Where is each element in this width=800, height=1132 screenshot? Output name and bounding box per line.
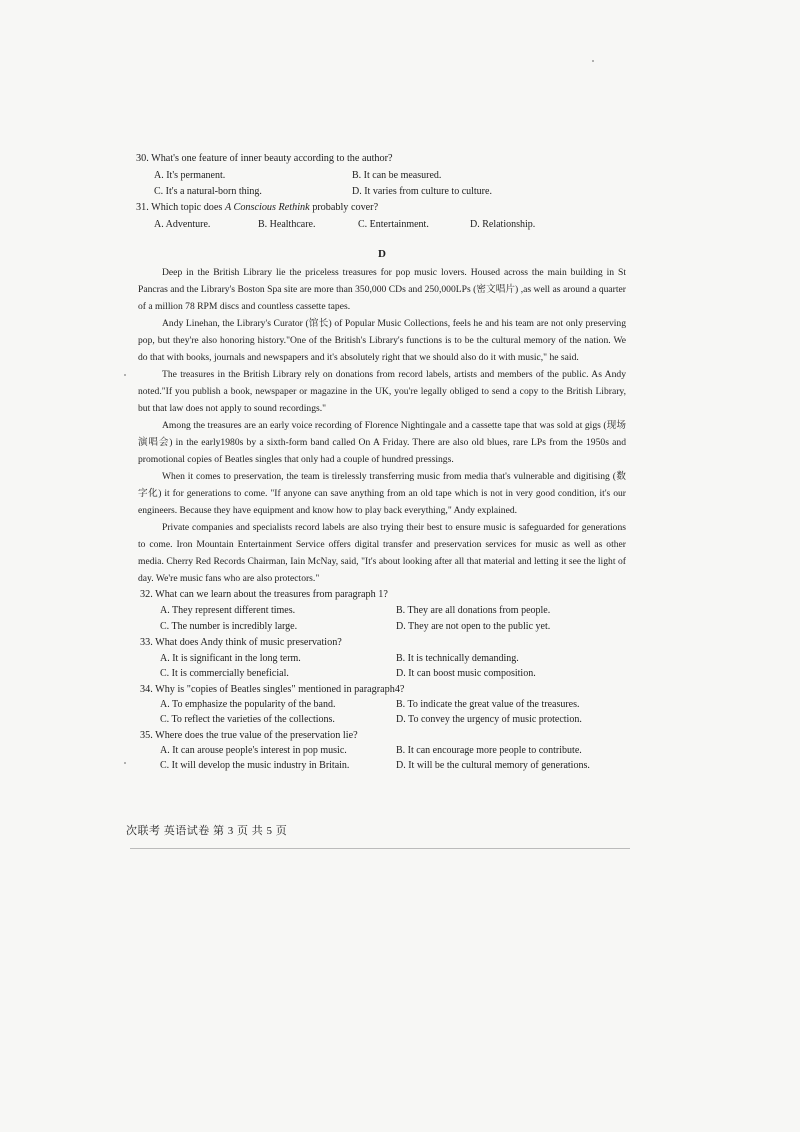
- question-33-stem: 33. What does Andy think of music preservation?: [140, 637, 342, 648]
- passage-paragraph: Deep in the British Library lie the priceless treasures for pop music lovers. Housed across the main building in St Pancras and the Library's Boston Spa site are more than 350,000 CDs and 250,000LPs (密文唱片) ,as well as around a quarter of a million 78 RPM discs and countless cassette tapes.: [138, 267, 626, 312]
- page-footer: 次联考 英语试卷 第 3 页 共 5 页: [126, 825, 288, 837]
- question-31-stem-prefix: 31. Which topic does: [136, 202, 225, 213]
- question-35-option-d: D. It will be the cultural memory of generations.: [396, 760, 590, 771]
- question-31-stem-suffix: probably cover?: [309, 202, 379, 213]
- question-32-option-d: D. They are not open to the public yet.: [396, 621, 551, 632]
- question-34-option-a: A. To emphasize the popularity of the band.: [160, 699, 336, 710]
- question-30-option-d: D. It varies from culture to culture.: [352, 186, 492, 197]
- question-35-option-b: B. It can encourage more people to contribute.: [396, 745, 582, 756]
- scan-speck: [124, 762, 126, 764]
- question-33-option-c: C. It is commercially beneficial.: [160, 668, 289, 679]
- passage-paragraph: Among the treasures are an early voice recording of Florence Nightingale and a cassette tape that was sold at gigs (现场演唱会) in the early1980s by a sixth-form band called On A Friday. There are also old blues, rare LPs from the 1950s and promotional copies of Beatles singles that only had a couple of hundred pressings.: [138, 420, 626, 465]
- reading-passage: [138, 264, 626, 587]
- section-title: D: [378, 248, 386, 260]
- question-35-stem: 35. Where does the true value of the preservation lie?: [140, 730, 358, 741]
- question-31-option-a: A. Adventure.: [154, 219, 211, 230]
- question-35-option-a: A. It can arouse people's interest in pop music.: [160, 745, 347, 756]
- question-30-option-a: A. It's permanent.: [154, 170, 226, 181]
- scan-speck: [592, 60, 594, 62]
- question-31-stem: [136, 201, 378, 215]
- footer-divider: [130, 848, 630, 849]
- question-32-option-b: B. They are all donations from people.: [396, 605, 551, 616]
- question-30-option-b: B. It can be measured.: [352, 170, 442, 181]
- question-32-option-a: A. They represent different times.: [160, 605, 296, 616]
- question-33-option-b: B. It is technically demanding.: [396, 653, 519, 664]
- question-34-option-b: B. To indicate the great value of the treasures.: [396, 699, 580, 710]
- question-30-stem: 30. What's one feature of inner beauty according to the author?: [136, 153, 393, 164]
- question-31-stem-title: A Conscious Rethink: [224, 202, 310, 213]
- question-31-option-c: C. Entertainment.: [358, 219, 429, 230]
- question-32-stem: 32. What can we learn about the treasures from paragraph 1?: [140, 589, 388, 600]
- scan-speck: [124, 374, 126, 376]
- passage-paragraph: When it comes to preservation, the team is tirelessly transferring music from media that's vulnerable and digitising (数字化) it for generations to come. "If anyone can save anything from an old tape which is not in very good condition, it's our engineers. Because they have equipment and know how to play back everything," Andy explained.: [138, 471, 626, 516]
- question-31-option-d: D. Relationship.: [470, 219, 536, 230]
- question-34-option-c: C. To reflect the varieties of the collections.: [160, 714, 335, 725]
- question-34-stem: 34. Why is "copies of Beatles singles" mentioned in paragraph4?: [140, 684, 405, 695]
- question-34-option-d: D. To convey the urgency of music protection.: [396, 714, 582, 725]
- question-32-option-c: C. The number is incredibly large.: [160, 621, 298, 632]
- passage-paragraph: The treasures in the British Library rely on donations from record labels, artists and members of the public. As Andy noted."If you publish a book, newspaper or magazine in the UK, you're legally obliged to send a copy to the British Library, but that law does not apply to sound recordings.": [138, 369, 626, 414]
- question-33-option-d: D. It can boost music composition.: [396, 668, 536, 679]
- question-31-option-b: B. Healthcare.: [258, 219, 316, 230]
- question-35-option-c: C. It will develop the music industry in Britain.: [160, 760, 350, 771]
- passage-paragraph: Private companies and specialists record labels are also trying their best to ensure music is safeguarded for generations to come. Iron Mountain Entertainment Service offers digital transfer and preservation services for music as well as other media. Cherry Red Records Chairman, Iain McNay, said, "It's about looking after all that material and letting it see the light of day. We're music fans who are also protectors.": [138, 522, 626, 584]
- question-30-option-c: C. It's a natural-born thing.: [154, 186, 262, 197]
- passage-paragraph: Andy Linehan, the Library's Curator (馆长) of Popular Music Collections, feels he and his team are not only preserving pop, but they're also honoring history."One of the British's Library's functions is to be the cultural memory of the nation. We do that with books, journals and newspapers and it's absolutely right that we should also do it with music," he said.: [138, 318, 626, 363]
- question-33-option-a: A. It is significant in the long term.: [160, 653, 301, 664]
